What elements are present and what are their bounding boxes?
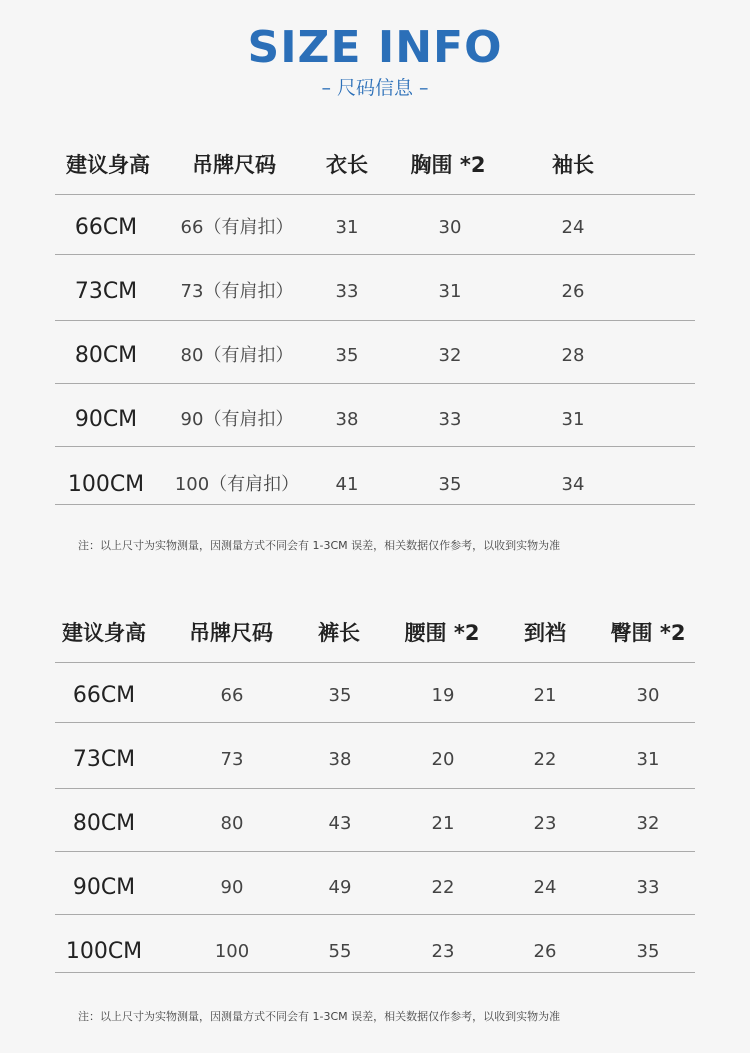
column-header: 臀围 *2: [610, 621, 686, 645]
tag-size-cell: 73: [220, 749, 244, 770]
tag-size-cell: 90: [220, 877, 244, 898]
column-header: 胸围 *2: [410, 153, 486, 177]
divider: [55, 383, 695, 384]
height-cell: 90CM: [74, 407, 138, 432]
tag-size-cell: 90（有肩扣）: [180, 409, 294, 430]
height-cell: 73CM: [74, 279, 138, 304]
value-cell: 41: [335, 474, 359, 495]
height-cell: 80CM: [72, 811, 136, 836]
value-cell: 31: [438, 281, 462, 302]
height-cell: 73CM: [72, 747, 136, 772]
column-header: 建议身高: [62, 621, 146, 645]
divider: [55, 914, 695, 915]
value-cell: 22: [431, 877, 455, 898]
tag-size-cell: 100（有肩扣）: [174, 474, 300, 495]
tag-size-cell: 66: [220, 685, 244, 706]
value-cell: 49: [328, 877, 352, 898]
page-title: SIZE INFO: [247, 22, 503, 73]
tag-size-cell: 66（有肩扣）: [180, 217, 294, 238]
value-cell: 31: [636, 749, 660, 770]
value-cell: 38: [328, 749, 352, 770]
divider: [55, 320, 695, 321]
value-cell: 24: [533, 877, 557, 898]
height-cell: 66CM: [72, 683, 136, 708]
divider: [55, 504, 695, 505]
height-cell: 90CM: [72, 875, 136, 900]
column-header: 到裆: [524, 621, 566, 645]
value-cell: 38: [335, 409, 359, 430]
tag-size-cell: 80: [220, 813, 244, 834]
column-header: 建议身高: [66, 153, 150, 177]
divider: [55, 851, 695, 852]
column-header: 裤长: [318, 621, 360, 645]
value-cell: 31: [561, 409, 585, 430]
value-cell: 43: [328, 813, 352, 834]
value-cell: 30: [438, 217, 462, 238]
value-cell: 33: [335, 281, 359, 302]
height-cell: 80CM: [74, 343, 138, 368]
value-cell: 19: [431, 685, 455, 706]
value-cell: 33: [636, 877, 660, 898]
value-cell: 21: [533, 685, 557, 706]
value-cell: 30: [636, 685, 660, 706]
divider: [55, 662, 695, 663]
column-header: 吊牌尺码: [192, 153, 276, 177]
column-header: 吊牌尺码: [189, 621, 273, 645]
value-cell: 32: [636, 813, 660, 834]
page-subtitle: – 尺码信息 –: [321, 77, 429, 99]
column-header: 腰围 *2: [404, 621, 480, 645]
value-cell: 21: [431, 813, 455, 834]
value-cell: 35: [438, 474, 462, 495]
height-cell: 100CM: [65, 939, 143, 964]
value-cell: 35: [335, 345, 359, 366]
divider: [55, 722, 695, 723]
divider: [55, 788, 695, 789]
value-cell: 26: [561, 281, 585, 302]
tag-size-cell: 100: [214, 941, 250, 962]
value-cell: 32: [438, 345, 462, 366]
height-cell: 100CM: [67, 472, 145, 497]
divider: [55, 972, 695, 973]
value-cell: 31: [335, 217, 359, 238]
height-cell: 66CM: [74, 215, 138, 240]
value-cell: 20: [431, 749, 455, 770]
tag-size-cell: 80（有肩扣）: [180, 345, 294, 366]
value-cell: 22: [533, 749, 557, 770]
value-cell: 23: [431, 941, 455, 962]
divider: [55, 446, 695, 447]
value-cell: 35: [636, 941, 660, 962]
measurement-note: 注：以上尺寸为实物测量，因测量方式不同会有 1-3CM 误差，相关数据仅作参考，以收到实物为准: [78, 1010, 561, 1023]
divider: [55, 194, 695, 195]
divider: [55, 254, 695, 255]
value-cell: 35: [328, 685, 352, 706]
measurement-note: 注：以上尺寸为实物测量，因测量方式不同会有 1-3CM 误差，相关数据仅作参考，以收到实物为准: [78, 539, 561, 552]
value-cell: 28: [561, 345, 585, 366]
value-cell: 24: [561, 217, 585, 238]
tag-size-cell: 73（有肩扣）: [180, 281, 294, 302]
value-cell: 33: [438, 409, 462, 430]
column-header: 袖长: [552, 153, 594, 177]
value-cell: 26: [533, 941, 557, 962]
value-cell: 23: [533, 813, 557, 834]
column-header: 衣长: [326, 153, 368, 177]
value-cell: 34: [561, 474, 585, 495]
value-cell: 55: [328, 941, 352, 962]
